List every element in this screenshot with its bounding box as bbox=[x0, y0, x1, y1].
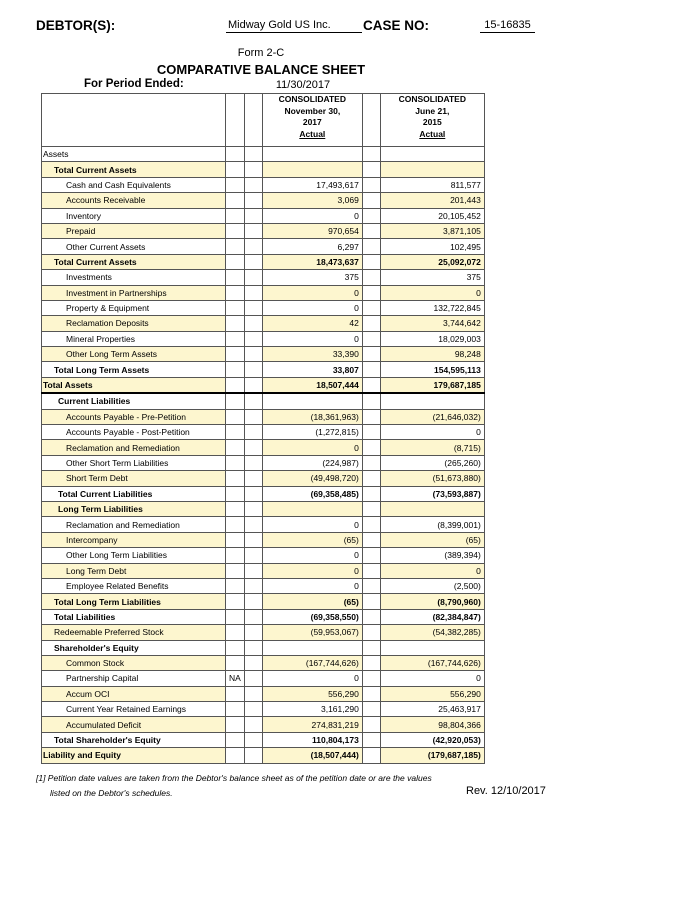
row-flag bbox=[226, 440, 245, 455]
value-current: 375 bbox=[262, 270, 362, 285]
balance-sheet-table bbox=[41, 93, 485, 764]
row-label: Total Assets bbox=[42, 377, 226, 393]
value-petition: (179,687,185) bbox=[380, 748, 484, 763]
row-label: Accum OCI bbox=[42, 686, 226, 701]
header-blank-cell bbox=[42, 94, 226, 147]
row-flag bbox=[226, 270, 245, 285]
debtor-name: Midway Gold US Inc. bbox=[226, 19, 362, 33]
row-spacer bbox=[362, 409, 380, 424]
table-row bbox=[42, 609, 485, 624]
period-label: For Period Ended: bbox=[84, 78, 184, 90]
row-label: Other Long Term Assets bbox=[42, 347, 226, 362]
row-spacer bbox=[362, 270, 380, 285]
row-spacer bbox=[244, 362, 262, 377]
table-row bbox=[42, 548, 485, 563]
value-petition: 0 bbox=[380, 425, 484, 440]
value-petition: 375 bbox=[380, 270, 484, 285]
table-row bbox=[42, 285, 485, 300]
row-spacer bbox=[362, 208, 380, 223]
row-spacer bbox=[362, 393, 380, 409]
value-petition: 0 bbox=[380, 285, 484, 300]
table-row bbox=[42, 300, 485, 315]
table-row bbox=[42, 702, 485, 717]
row-label: Employee Related Benefits bbox=[42, 578, 226, 593]
row-label: Accounts Payable - Post-Petition bbox=[42, 425, 226, 440]
table-row bbox=[42, 347, 485, 362]
table-row bbox=[42, 640, 485, 655]
row-label: Other Short Term Liabilities bbox=[42, 455, 226, 470]
row-flag bbox=[226, 609, 245, 624]
row-label: Assets bbox=[42, 147, 226, 162]
value-current bbox=[262, 393, 362, 409]
row-spacer bbox=[244, 471, 262, 486]
row-label: Current Liabilities bbox=[42, 393, 226, 409]
case-number: 15-16835 bbox=[480, 19, 535, 33]
value-petition: (8,715) bbox=[380, 440, 484, 455]
row-flag bbox=[226, 162, 245, 177]
row-spacer bbox=[244, 347, 262, 362]
row-spacer bbox=[362, 501, 380, 516]
value-petition: 102,495 bbox=[380, 239, 484, 254]
row-flag bbox=[226, 425, 245, 440]
row-label: Common Stock bbox=[42, 655, 226, 670]
row-flag bbox=[226, 316, 245, 331]
value-petition: 3,744,642 bbox=[380, 316, 484, 331]
value-petition: (54,382,285) bbox=[380, 625, 484, 640]
row-spacer bbox=[362, 440, 380, 455]
row-spacer bbox=[362, 177, 380, 192]
row-spacer bbox=[244, 300, 262, 315]
row-label: Total Shareholder's Equity bbox=[42, 732, 226, 747]
value-current: 33,807 bbox=[262, 362, 362, 377]
value-current: (224,987) bbox=[262, 455, 362, 470]
value-petition: 556,290 bbox=[380, 686, 484, 701]
value-petition: 0 bbox=[380, 671, 484, 686]
row-spacer bbox=[244, 377, 262, 393]
value-current: 0 bbox=[262, 517, 362, 532]
row-spacer bbox=[362, 686, 380, 701]
row-spacer bbox=[362, 717, 380, 732]
value-current: 3,069 bbox=[262, 193, 362, 208]
row-spacer bbox=[362, 254, 380, 269]
value-current: 0 bbox=[262, 440, 362, 455]
row-flag bbox=[226, 285, 245, 300]
row-label: Current Year Retained Earnings bbox=[42, 702, 226, 717]
value-petition: 179,687,185 bbox=[380, 377, 484, 393]
value-current: (59,953,067) bbox=[262, 625, 362, 640]
period-date: 11/30/2017 bbox=[275, 79, 331, 91]
table-row bbox=[42, 362, 485, 377]
row-spacer bbox=[244, 548, 262, 563]
value-current: 33,390 bbox=[262, 347, 362, 362]
table-row bbox=[42, 223, 485, 238]
row-flag bbox=[226, 455, 245, 470]
row-spacer bbox=[244, 177, 262, 192]
table-row bbox=[42, 147, 485, 162]
value-petition: (389,394) bbox=[380, 548, 484, 563]
row-flag bbox=[226, 331, 245, 346]
row-label: Investments bbox=[42, 270, 226, 285]
row-label: Reclamation Deposits bbox=[42, 316, 226, 331]
row-flag bbox=[226, 686, 245, 701]
row-flag bbox=[226, 347, 245, 362]
column-header-row bbox=[42, 94, 485, 147]
row-spacer bbox=[362, 223, 380, 238]
value-petition: 3,871,105 bbox=[380, 223, 484, 238]
row-flag bbox=[226, 300, 245, 315]
row-spacer bbox=[362, 285, 380, 300]
row-label: Other Current Assets bbox=[42, 239, 226, 254]
row-spacer bbox=[244, 254, 262, 269]
row-flag bbox=[226, 532, 245, 547]
row-spacer bbox=[244, 609, 262, 624]
column-header-current: CONSOLIDATED November 30, 2017 Actual bbox=[262, 94, 362, 147]
row-spacer bbox=[362, 594, 380, 609]
row-flag bbox=[226, 655, 245, 670]
row-spacer bbox=[244, 316, 262, 331]
row-spacer bbox=[244, 223, 262, 238]
table-row bbox=[42, 377, 485, 393]
value-current: 3,161,290 bbox=[262, 702, 362, 717]
table-row bbox=[42, 208, 485, 223]
row-spacer bbox=[362, 702, 380, 717]
row-label: Total Current Liabilities bbox=[42, 486, 226, 501]
value-current: 0 bbox=[262, 548, 362, 563]
table-row bbox=[42, 671, 485, 686]
value-current bbox=[262, 640, 362, 655]
row-spacer bbox=[244, 193, 262, 208]
value-petition: 25,092,072 bbox=[380, 254, 484, 269]
value-current: (1,272,815) bbox=[262, 425, 362, 440]
column-header-petition: CONSOLIDATED June 21, 2015 Actual bbox=[380, 94, 484, 147]
row-spacer bbox=[362, 578, 380, 593]
value-current: 274,831,219 bbox=[262, 717, 362, 732]
row-flag bbox=[226, 563, 245, 578]
table-row bbox=[42, 393, 485, 409]
value-petition: 132,722,845 bbox=[380, 300, 484, 315]
row-flag bbox=[226, 732, 245, 747]
row-label: Liability and Equity bbox=[42, 748, 226, 763]
row-spacer bbox=[362, 732, 380, 747]
table-row bbox=[42, 501, 485, 516]
value-current: 0 bbox=[262, 285, 362, 300]
value-current: 18,473,637 bbox=[262, 254, 362, 269]
row-spacer bbox=[244, 393, 262, 409]
table-row bbox=[42, 486, 485, 501]
value-current bbox=[262, 162, 362, 177]
row-spacer bbox=[244, 655, 262, 670]
value-current: 42 bbox=[262, 316, 362, 331]
row-spacer bbox=[244, 285, 262, 300]
table-row bbox=[42, 162, 485, 177]
table-row bbox=[42, 578, 485, 593]
value-current: 17,493,617 bbox=[262, 177, 362, 192]
value-current: 6,297 bbox=[262, 239, 362, 254]
row-flag bbox=[226, 748, 245, 763]
table-row bbox=[42, 686, 485, 701]
value-current: 0 bbox=[262, 671, 362, 686]
value-petition: (82,384,847) bbox=[380, 609, 484, 624]
row-spacer bbox=[244, 425, 262, 440]
row-flag bbox=[226, 471, 245, 486]
row-flag bbox=[226, 486, 245, 501]
value-petition: 154,595,113 bbox=[380, 362, 484, 377]
row-spacer bbox=[362, 640, 380, 655]
row-spacer bbox=[244, 517, 262, 532]
table-row bbox=[42, 177, 485, 192]
value-petition: (167,744,626) bbox=[380, 655, 484, 670]
value-petition: (8,399,001) bbox=[380, 517, 484, 532]
row-flag bbox=[226, 177, 245, 192]
row-spacer bbox=[362, 471, 380, 486]
row-spacer bbox=[362, 609, 380, 624]
table-row bbox=[42, 331, 485, 346]
row-spacer bbox=[362, 331, 380, 346]
row-flag bbox=[226, 362, 245, 377]
row-spacer bbox=[244, 671, 262, 686]
table-row bbox=[42, 563, 485, 578]
form-title: COMPARATIVE BALANCE SHEET bbox=[156, 62, 366, 77]
row-spacer bbox=[244, 578, 262, 593]
row-spacer bbox=[362, 455, 380, 470]
value-petition: 25,463,917 bbox=[380, 702, 484, 717]
row-flag bbox=[226, 193, 245, 208]
value-current: 0 bbox=[262, 331, 362, 346]
value-petition: 20,105,452 bbox=[380, 208, 484, 223]
table-row bbox=[42, 471, 485, 486]
row-label: Total Current Assets bbox=[42, 162, 226, 177]
row-flag bbox=[226, 208, 245, 223]
value-petition: (51,673,880) bbox=[380, 471, 484, 486]
row-spacer bbox=[244, 162, 262, 177]
row-label: Mineral Properties bbox=[42, 331, 226, 346]
row-label: Accounts Receivable bbox=[42, 193, 226, 208]
value-petition: 98,804,366 bbox=[380, 717, 484, 732]
row-label: Prepaid bbox=[42, 223, 226, 238]
row-spacer bbox=[362, 563, 380, 578]
row-spacer bbox=[244, 640, 262, 655]
row-label: Accumulated Deficit bbox=[42, 717, 226, 732]
value-petition: 18,029,003 bbox=[380, 331, 484, 346]
value-current: 0 bbox=[262, 300, 362, 315]
table-row bbox=[42, 239, 485, 254]
row-spacer bbox=[244, 686, 262, 701]
row-spacer bbox=[244, 409, 262, 424]
row-flag bbox=[226, 409, 245, 424]
value-petition bbox=[380, 393, 484, 409]
value-petition: (21,646,032) bbox=[380, 409, 484, 424]
row-spacer bbox=[244, 331, 262, 346]
row-flag bbox=[226, 377, 245, 393]
value-current: (69,358,485) bbox=[262, 486, 362, 501]
row-label: Cash and Cash Equivalents bbox=[42, 177, 226, 192]
table-row bbox=[42, 594, 485, 609]
table-row bbox=[42, 732, 485, 747]
value-petition: 811,577 bbox=[380, 177, 484, 192]
row-spacer bbox=[244, 532, 262, 547]
row-label: Investment in Partnerships bbox=[42, 285, 226, 300]
row-spacer bbox=[362, 671, 380, 686]
row-label: Shareholder's Equity bbox=[42, 640, 226, 655]
row-spacer bbox=[244, 455, 262, 470]
row-label: Reclamation and Remediation bbox=[42, 517, 226, 532]
row-flag bbox=[226, 393, 245, 409]
value-current: (167,744,626) bbox=[262, 655, 362, 670]
value-current: 110,804,173 bbox=[262, 732, 362, 747]
table-row bbox=[42, 425, 485, 440]
case-number-label: CASE NO: bbox=[363, 18, 430, 33]
row-spacer bbox=[362, 377, 380, 393]
row-spacer bbox=[362, 347, 380, 362]
row-spacer bbox=[362, 316, 380, 331]
row-spacer bbox=[244, 440, 262, 455]
value-petition: 0 bbox=[380, 563, 484, 578]
row-spacer bbox=[362, 425, 380, 440]
row-label: Total Long Term Liabilities bbox=[42, 594, 226, 609]
table-row bbox=[42, 193, 485, 208]
value-current: (18,507,444) bbox=[262, 748, 362, 763]
footnote: [1] Petition date values are taken from the Debtor's balance sheet as of the petition date or are the values listed on the Debtor's schedules. bbox=[36, 773, 432, 798]
value-current bbox=[262, 147, 362, 162]
row-spacer bbox=[244, 147, 262, 162]
value-current: 18,507,444 bbox=[262, 377, 362, 393]
table-row bbox=[42, 517, 485, 532]
row-spacer bbox=[362, 239, 380, 254]
row-spacer bbox=[244, 717, 262, 732]
row-spacer bbox=[362, 532, 380, 547]
row-spacer bbox=[244, 702, 262, 717]
row-label: Total Long Term Assets bbox=[42, 362, 226, 377]
value-current: 0 bbox=[262, 578, 362, 593]
row-spacer bbox=[244, 732, 262, 747]
row-flag bbox=[226, 548, 245, 563]
value-petition: 201,443 bbox=[380, 193, 484, 208]
row-spacer bbox=[244, 270, 262, 285]
table-row bbox=[42, 748, 485, 763]
row-flag bbox=[226, 501, 245, 516]
row-spacer bbox=[362, 655, 380, 670]
row-flag bbox=[226, 640, 245, 655]
table-row bbox=[42, 254, 485, 269]
row-spacer bbox=[362, 362, 380, 377]
row-spacer bbox=[244, 563, 262, 578]
value-petition: 98,248 bbox=[380, 347, 484, 362]
value-petition bbox=[380, 162, 484, 177]
row-label: Property & Equipment bbox=[42, 300, 226, 315]
row-spacer bbox=[244, 239, 262, 254]
row-flag bbox=[226, 717, 245, 732]
form-number: Form 2-C bbox=[237, 47, 285, 59]
debtor-label: DEBTOR(S): bbox=[36, 18, 116, 33]
revision-date: Rev. 12/10/2017 bbox=[466, 785, 546, 797]
value-current: (65) bbox=[262, 594, 362, 609]
value-current bbox=[262, 501, 362, 516]
row-flag bbox=[226, 625, 245, 640]
row-label: Redeemable Preferred Stock bbox=[42, 625, 226, 640]
row-label: Total Liabilities bbox=[42, 609, 226, 624]
table-row bbox=[42, 270, 485, 285]
row-flag bbox=[226, 702, 245, 717]
row-spacer bbox=[362, 147, 380, 162]
row-spacer bbox=[362, 748, 380, 763]
row-spacer bbox=[362, 300, 380, 315]
row-spacer bbox=[244, 208, 262, 223]
row-label: Short Term Debt bbox=[42, 471, 226, 486]
value-current: 556,290 bbox=[262, 686, 362, 701]
table-row bbox=[42, 316, 485, 331]
value-current: (69,358,550) bbox=[262, 609, 362, 624]
table-row bbox=[42, 532, 485, 547]
value-petition: (42,920,053) bbox=[380, 732, 484, 747]
row-spacer bbox=[362, 193, 380, 208]
value-current: 970,654 bbox=[262, 223, 362, 238]
table-row bbox=[42, 440, 485, 455]
value-petition: (8,790,960) bbox=[380, 594, 484, 609]
row-spacer bbox=[362, 486, 380, 501]
value-petition bbox=[380, 147, 484, 162]
row-spacer bbox=[244, 594, 262, 609]
row-spacer bbox=[244, 625, 262, 640]
row-flag: NA bbox=[226, 671, 245, 686]
value-current: 0 bbox=[262, 563, 362, 578]
row-label: Long Term Debt bbox=[42, 563, 226, 578]
row-label: Inventory bbox=[42, 208, 226, 223]
row-flag bbox=[226, 223, 245, 238]
value-current: (65) bbox=[262, 532, 362, 547]
row-label: Partnership Capital bbox=[42, 671, 226, 686]
row-spacer bbox=[362, 517, 380, 532]
value-petition bbox=[380, 640, 484, 655]
row-spacer bbox=[362, 625, 380, 640]
value-petition: (73,593,887) bbox=[380, 486, 484, 501]
row-flag bbox=[226, 254, 245, 269]
row-label: Intercompany bbox=[42, 532, 226, 547]
row-flag bbox=[226, 517, 245, 532]
row-label: Total Current Assets bbox=[42, 254, 226, 269]
row-flag bbox=[226, 578, 245, 593]
value-petition: (265,260) bbox=[380, 455, 484, 470]
table-row bbox=[42, 409, 485, 424]
row-spacer bbox=[362, 162, 380, 177]
value-current: (18,361,963) bbox=[262, 409, 362, 424]
value-petition: (2,500) bbox=[380, 578, 484, 593]
row-flag bbox=[226, 147, 245, 162]
table-row bbox=[42, 625, 485, 640]
value-current: 0 bbox=[262, 208, 362, 223]
row-label: Reclamation and Remediation bbox=[42, 440, 226, 455]
table-row bbox=[42, 655, 485, 670]
row-spacer bbox=[244, 486, 262, 501]
row-label: Long Term Liabilities bbox=[42, 501, 226, 516]
row-spacer bbox=[244, 501, 262, 516]
row-label: Accounts Payable - Pre-Petition bbox=[42, 409, 226, 424]
row-spacer bbox=[362, 548, 380, 563]
row-flag bbox=[226, 239, 245, 254]
value-current: (49,498,720) bbox=[262, 471, 362, 486]
row-label: Other Long Term Liabilities bbox=[42, 548, 226, 563]
table-row bbox=[42, 455, 485, 470]
value-petition: (65) bbox=[380, 532, 484, 547]
row-spacer bbox=[244, 748, 262, 763]
row-flag bbox=[226, 594, 245, 609]
table-row bbox=[42, 717, 485, 732]
value-petition bbox=[380, 501, 484, 516]
